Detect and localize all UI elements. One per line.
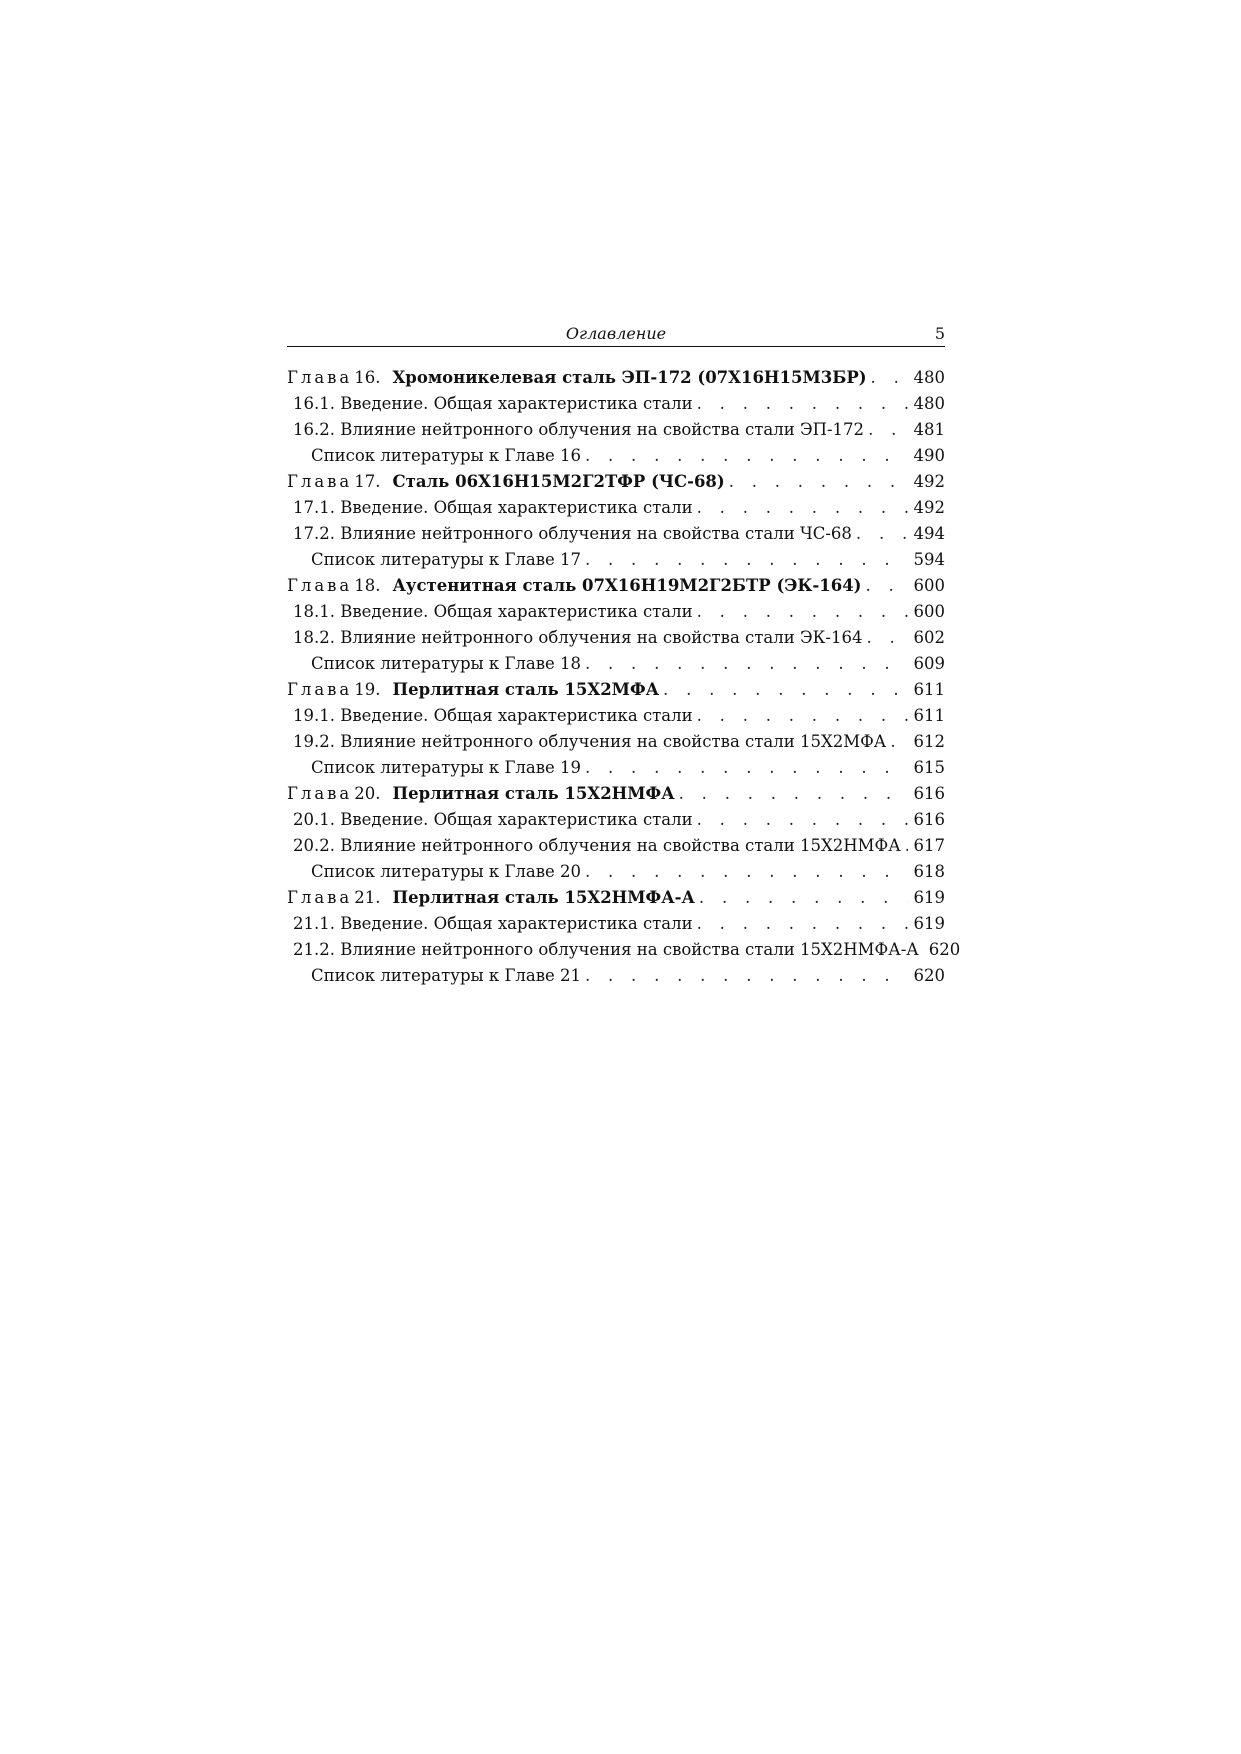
toc-chapter-row bbox=[287, 573, 945, 599]
toc-entry-text: 20.2. Влияние нейтронного облучения на свойства стали 15Х2НМФА bbox=[293, 836, 901, 855]
toc-page-number: 609 bbox=[913, 654, 945, 673]
toc-page-number: 612 bbox=[913, 732, 945, 751]
toc-chapter-row bbox=[287, 885, 945, 911]
dot-leader bbox=[905, 833, 908, 859]
toc-page-number: 619 bbox=[913, 888, 945, 907]
toc-section-row bbox=[287, 495, 945, 521]
dot-leader bbox=[697, 495, 908, 521]
dot-leader bbox=[697, 703, 908, 729]
toc-refs-row bbox=[287, 859, 945, 885]
chapter-title: Хромоникелевая сталь ЭП-172 (07Х16Н15М3БР) bbox=[392, 368, 867, 387]
toc-section-row bbox=[287, 417, 945, 443]
toc-refs-row bbox=[287, 963, 945, 989]
toc-section-row bbox=[287, 807, 945, 833]
toc-section-row bbox=[287, 599, 945, 625]
dot-leader bbox=[866, 625, 907, 651]
toc-refs-row bbox=[287, 443, 945, 469]
toc-section-row bbox=[287, 625, 945, 651]
toc-page-number: 594 bbox=[913, 550, 945, 569]
dot-leader bbox=[697, 391, 908, 417]
running-header bbox=[287, 322, 945, 347]
toc-entry-text bbox=[287, 677, 659, 703]
toc-entry-text: 16.2. Влияние нейтронного облучения на свойства стали ЭП-172 bbox=[293, 420, 865, 439]
toc-page-number: 480 bbox=[913, 368, 945, 387]
chapter-title: Перлитная сталь 15Х2МФА bbox=[392, 680, 660, 699]
chapter-label: Глава bbox=[287, 472, 353, 491]
toc-entry-text: 19.2. Влияние нейтронного облучения на свойства стали 15Х2МФА bbox=[293, 732, 887, 751]
dot-leader bbox=[729, 469, 908, 495]
dot-leader bbox=[663, 677, 907, 703]
toc-page-number: 602 bbox=[913, 628, 945, 647]
toc-refs-row bbox=[287, 547, 945, 573]
dot-leader bbox=[585, 651, 908, 677]
toc-entry-text: 21.1. Введение. Общая характеристика стали bbox=[293, 914, 693, 933]
document-page bbox=[287, 322, 961, 989]
toc-page-number: 492 bbox=[913, 498, 945, 517]
dot-leader bbox=[868, 417, 907, 443]
toc-entry-text: Список литературы к Главе 17 bbox=[311, 550, 581, 569]
toc-entry-text: 16.1. Введение. Общая характеристика стали bbox=[293, 394, 693, 413]
toc-section-row bbox=[287, 703, 945, 729]
toc-chapter-row bbox=[287, 677, 945, 703]
chapter-number: 19. bbox=[354, 680, 381, 699]
toc-section-row bbox=[287, 937, 961, 963]
dot-leader bbox=[697, 599, 908, 625]
toc-entry-text: 21.2. Влияние нейтронного облучения на свойства стали 15Х2НМФА-А bbox=[293, 940, 919, 959]
toc-page-number: 620 bbox=[928, 940, 961, 959]
dot-leader bbox=[585, 443, 908, 469]
toc-entry-text: 18.2. Влияние нейтронного облучения на свойства стали ЭК-164 bbox=[293, 628, 863, 647]
dot-leader bbox=[697, 911, 908, 937]
chapter-label: Глава bbox=[287, 368, 353, 387]
toc-entry-text bbox=[287, 365, 867, 391]
chapter-title: Аустенитная сталь 07Х16Н19М2Г2БТР (ЭК-164) bbox=[392, 576, 862, 595]
chapter-number: 21. bbox=[354, 888, 381, 907]
chapter-label: Глава bbox=[287, 784, 353, 803]
toc-page-number: 616 bbox=[913, 810, 945, 829]
toc-page-number: 615 bbox=[913, 758, 945, 777]
toc-page-number: 494 bbox=[913, 524, 945, 543]
toc-chapter-row bbox=[287, 365, 945, 391]
dot-leader bbox=[856, 521, 908, 547]
toc-entry-text: Список литературы к Главе 19 bbox=[311, 758, 581, 777]
toc-entry-text: Список литературы к Главе 20 bbox=[311, 862, 581, 881]
toc-entry-text bbox=[287, 469, 725, 495]
dot-leader bbox=[699, 885, 908, 911]
toc-page-number: 481 bbox=[913, 420, 945, 439]
chapter-title: Перлитная сталь 15Х2НМФА-А bbox=[392, 888, 695, 907]
toc-page-number: 616 bbox=[913, 784, 945, 803]
chapter-label: Глава bbox=[287, 680, 353, 699]
dot-leader bbox=[871, 365, 908, 391]
toc-page-number: 620 bbox=[913, 966, 945, 985]
toc-section-row bbox=[287, 521, 945, 547]
toc-entry-text: 17.2. Влияние нейтронного облучения на свойства стали ЧС-68 bbox=[293, 524, 852, 543]
toc-page-number: 611 bbox=[913, 680, 945, 699]
toc-page-number: 611 bbox=[913, 706, 945, 725]
toc-chapter-row bbox=[287, 469, 945, 495]
toc-page-number: 618 bbox=[913, 862, 945, 881]
toc-entry-text: 17.1. Введение. Общая характеристика стали bbox=[293, 498, 693, 517]
toc-refs-row bbox=[287, 651, 945, 677]
toc-chapter-row bbox=[287, 781, 945, 807]
toc-section-row bbox=[287, 391, 945, 417]
chapter-label: Глава bbox=[287, 576, 353, 595]
chapter-number: 18. bbox=[354, 576, 381, 595]
toc-entry-text: 20.1. Введение. Общая характеристика стали bbox=[293, 810, 693, 829]
dot-leader bbox=[585, 547, 908, 573]
toc-page-number: 480 bbox=[913, 394, 945, 413]
dot-leader bbox=[679, 781, 908, 807]
toc-page-number: 617 bbox=[913, 836, 945, 855]
toc-entry-text bbox=[287, 885, 695, 911]
toc-page-number: 619 bbox=[913, 914, 945, 933]
toc-section-row bbox=[287, 729, 945, 755]
toc-entry-text bbox=[287, 573, 862, 599]
running-title: Оглавление bbox=[565, 324, 667, 343]
toc-section-row bbox=[287, 833, 945, 859]
chapter-number: 17. bbox=[354, 472, 381, 491]
dot-leader bbox=[585, 859, 908, 885]
toc-page-number: 600 bbox=[913, 576, 945, 595]
toc-entry-text: Список литературы к Главе 21 bbox=[311, 966, 581, 985]
chapter-number: 16. bbox=[354, 368, 381, 387]
dot-leader bbox=[585, 755, 908, 781]
toc-entry-text: 18.1. Введение. Общая характеристика стали bbox=[293, 602, 693, 621]
dot-leader bbox=[890, 729, 907, 755]
toc-section-row bbox=[287, 911, 945, 937]
toc-page-number: 490 bbox=[913, 446, 945, 465]
toc-entry-text bbox=[287, 781, 675, 807]
chapter-number: 20. bbox=[354, 784, 381, 803]
chapter-title: Перлитная сталь 15Х2НМФА bbox=[392, 784, 675, 803]
toc-page-number: 492 bbox=[913, 472, 945, 491]
dot-leader bbox=[866, 573, 908, 599]
toc-entry-text: Список литературы к Главе 18 bbox=[311, 654, 581, 673]
page-number: 5 bbox=[934, 324, 945, 343]
dot-leader bbox=[697, 807, 908, 833]
dot-leader bbox=[585, 963, 908, 989]
toc-refs-row bbox=[287, 755, 945, 781]
toc-entry-text: 19.1. Введение. Общая характеристика стали bbox=[293, 706, 693, 725]
toc-page-number: 600 bbox=[913, 602, 945, 621]
toc-entry-text: Список литературы к Главе 16 bbox=[311, 446, 581, 465]
chapter-title: Сталь 06Х16Н15М2Г2ТФР (ЧС-68) bbox=[392, 472, 725, 491]
table-of-contents bbox=[287, 365, 961, 989]
chapter-label: Глава bbox=[287, 888, 353, 907]
